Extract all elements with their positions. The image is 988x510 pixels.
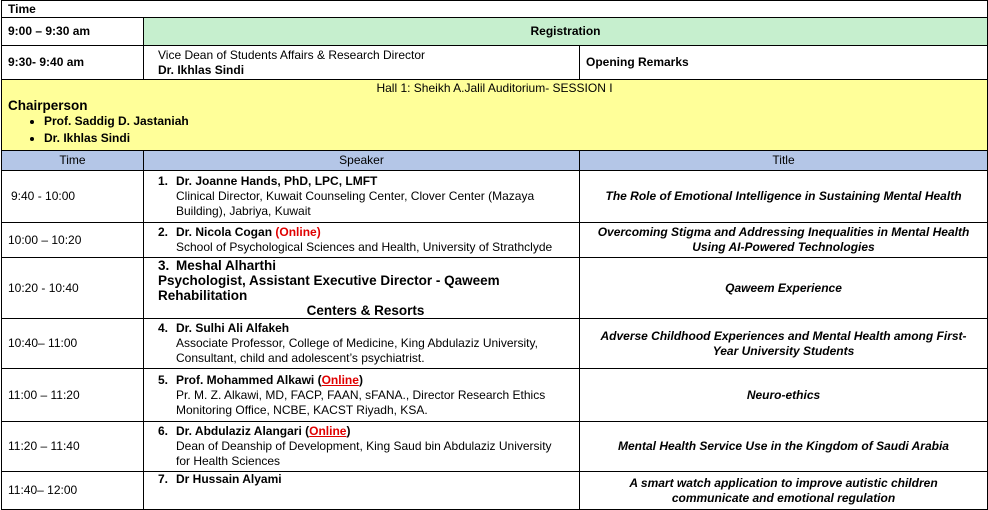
- speaker-heading: [158, 174, 573, 189]
- table-row: [2, 171, 988, 223]
- talk-title: A smart watch application to improve autistic children communicate and emotional regulation: [580, 472, 988, 510]
- speaker-name: Dr. Nicola Cogan: [176, 225, 273, 239]
- speaker-detail: Dean of Deanship of Development, King Saud bin Abdulaziz University: [176, 439, 552, 453]
- speaker-heading: 6. Dr. Abdulaziz Alangari (Online): [158, 424, 351, 438]
- table-row: [2, 369, 988, 422]
- talk-title: Overcoming Stigma and Addressing Inequalities in Mental Health Using AI-Powered Technologies: [580, 223, 988, 258]
- speaker-heading: [158, 321, 573, 336]
- speaker-detail: for Health Sciences: [176, 454, 281, 468]
- speaker-detail: Pr. M. Z. Alkawi, MD, FACP, FAAN, sFANA., Director Research Ethics: [176, 387, 546, 402]
- chair-item: • Prof. Saddig D. Jastaniah: [44, 113, 981, 130]
- talk-time: 11:00 – 11:20: [2, 369, 144, 422]
- talk-speaker: [144, 472, 580, 510]
- talk-time: 11:40– 12:00: [2, 472, 144, 510]
- row-time: 9:30- 9:40 am: [2, 46, 144, 80]
- talk-title: Adverse Childhood Experiences and Mental Health among First-Year University Students: [580, 319, 988, 369]
- speaker-detail: Clinical Director, Kuwait Counseling Center, Clover Center (Mazaya: [176, 189, 535, 203]
- talk-speaker: [144, 258, 580, 319]
- header-row: [2, 1, 988, 18]
- registration-cell: Registration: [144, 18, 988, 46]
- opening-title: Opening Remarks: [580, 46, 988, 80]
- row-time: 9:00 – 9:30 am: [2, 18, 144, 46]
- speaker-number: 1.: [158, 174, 169, 188]
- speaker-detail: Centers & Resorts: [306, 303, 425, 318]
- speaker-number: 7.: [158, 472, 169, 486]
- talk-time: 9:40 - 10:00: [2, 171, 144, 223]
- hall-title: Hall 1: Sheikh A.Jalil Auditorium- SESSION I: [376, 81, 613, 95]
- talk-time: 10:20 - 10:40: [2, 258, 144, 319]
- speaker-number: 4.: [158, 321, 169, 335]
- talk-title: Neuro-ethics: [580, 369, 988, 422]
- speaker-name: Dr Hussain Alyami: [176, 472, 282, 486]
- speaker-detail: Associate Professor, College of Medicine, King Abdulaziz University,: [176, 336, 538, 350]
- online-badge: (Online): [275, 225, 321, 239]
- talk-speaker: [144, 171, 580, 223]
- speaker-detail: Consultant, child and adolescent’s psychiatrist.: [176, 351, 425, 365]
- speaker-heading: [158, 225, 573, 240]
- time-header: Time: [2, 1, 988, 18]
- session-row: [2, 80, 988, 151]
- registration-row: [2, 18, 988, 46]
- agenda-table: [1, 0, 988, 510]
- talk-time: 11:20 – 11:40: [2, 422, 144, 472]
- chairperson-label: Chairperson: [8, 98, 88, 113]
- talk-time: 10:00 – 10:20: [2, 223, 144, 258]
- table-row: [2, 472, 988, 510]
- speaker-detail: School of Psychological Sciences and Health, University of Strathclyde: [176, 240, 553, 254]
- opening-speaker: [144, 46, 580, 80]
- speaker-heading: [158, 472, 573, 487]
- talk-title: The Role of Emotional Intelligence in Sustaining Mental Health: [580, 171, 988, 223]
- speaker-name: Meshal Alharthi: [176, 258, 277, 273]
- column-speaker: Speaker: [144, 151, 580, 171]
- column-time: Time: [2, 151, 144, 171]
- chair-list: [8, 113, 981, 147]
- speaker-name: Dr. Ikhlas Sindi: [158, 62, 245, 77]
- talk-speaker: [144, 422, 580, 472]
- speaker-name: Dr. Sulhi Ali Alfakeh: [176, 321, 290, 335]
- speaker-number: 5.: [158, 372, 169, 387]
- column-header-row: [2, 151, 988, 171]
- speaker-detail: Monitoring Office, NCBE, KACST Riyadh, KSA.: [176, 402, 428, 417]
- online-badge: Online: [309, 424, 347, 438]
- session-cell: [2, 80, 988, 151]
- talk-title: Qaweem Experience: [580, 258, 988, 319]
- talks-body: [2, 171, 988, 510]
- talk-title: Mental Health Service Use in the Kingdom of Saudi Arabia: [580, 422, 988, 472]
- online-badge: Online: [321, 372, 359, 387]
- speaker-number: 2.: [158, 225, 169, 239]
- speaker-role: Vice Dean of Students Affairs & Research Director: [158, 47, 426, 62]
- speaker-detail: Building), Jabriya, Kuwait: [176, 204, 311, 218]
- speaker-heading: 5. Prof. Mohammed Alkawi (Online): [158, 372, 363, 387]
- speaker-name: Dr. Abdulaziz Alangari: [176, 424, 302, 438]
- talk-time: 10:40– 11:00: [2, 319, 144, 369]
- talk-speaker: [144, 223, 580, 258]
- chair-item: • Dr. Ikhlas Sindi: [44, 130, 981, 147]
- table-row: [2, 422, 988, 472]
- table-row: [2, 223, 988, 258]
- speaker-name: Dr. Joanne Hands, PhD, LPC, LMFT: [176, 174, 378, 188]
- table-row: [2, 319, 988, 369]
- table-row: [2, 258, 988, 319]
- talk-speaker: [144, 319, 580, 369]
- speaker-heading: [158, 258, 573, 273]
- speaker-detail: Psychologist, Assistant Executive Director - Qaweem Rehabilitation: [158, 273, 500, 303]
- speaker-number: 3.: [158, 258, 170, 273]
- talk-speaker: [144, 369, 580, 422]
- speaker-name: Prof. Mohammed Alkawi: [176, 372, 315, 387]
- speaker-number: 6.: [158, 424, 169, 438]
- column-title: Title: [580, 151, 988, 171]
- opening-row: [2, 46, 988, 80]
